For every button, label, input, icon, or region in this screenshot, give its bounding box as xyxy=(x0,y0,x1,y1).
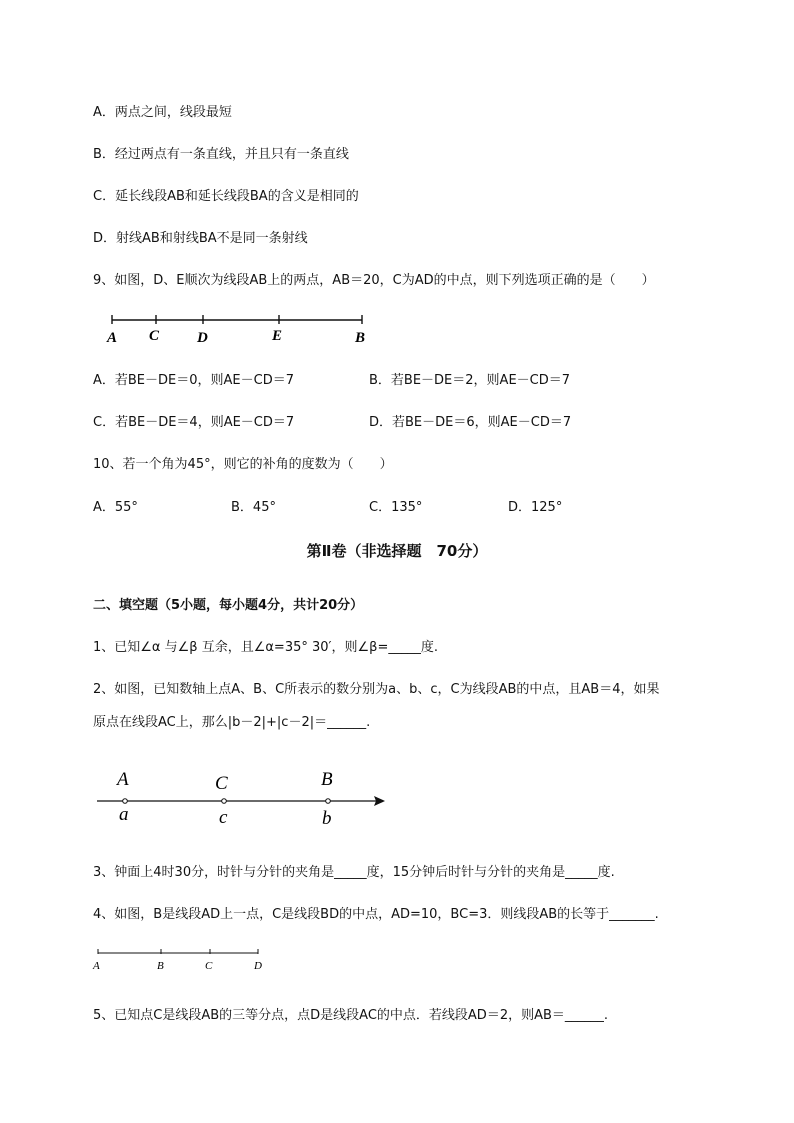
label-a: A xyxy=(107,330,118,346)
q9-stem: 9、如图，D、E顺次为线段AB上的两点，AB＝20，C为AD的中点，则下列选项正确的是（ ） xyxy=(93,273,655,288)
q9-option-c: C．若BE－DE＝4，则AE－CD＝7 xyxy=(93,415,295,430)
lower-label-b: b xyxy=(322,808,332,829)
q9-option-a: A．若BE－DE＝0，则AE－CD＝7 xyxy=(93,373,294,388)
q8-option-b: B．经过两点有一条直线，并且只有一条直线 xyxy=(93,147,349,162)
fill-q2-line2: 原点在线段AC上，那么|b－2|+|c－2|＝______. xyxy=(93,715,371,730)
label-b: B xyxy=(355,330,366,346)
q10-option-b: B．45° xyxy=(231,500,276,515)
q8-option-d: D．射线AB和射线BA不是同一条射线 xyxy=(93,231,308,246)
q10-option-a: A．55° xyxy=(93,500,138,515)
q9-option-b: B．若BE－DE＝2，则AE－CD＝7 xyxy=(369,373,571,388)
q9-segment-figure xyxy=(100,308,380,352)
point-a xyxy=(123,799,128,804)
point-b xyxy=(326,799,331,804)
fill-q1: 1、已知∠α 与∠β 互余，且∠α=35° 30′，则∠β=_____度. xyxy=(93,640,438,655)
label-e: E xyxy=(272,328,283,344)
fill-q5: 5、已知点C是线段AB的三等分点，点D是线段AC的中点．若线段AD＝2，则AB＝______. xyxy=(93,1008,609,1023)
fill-q3: 3、钟面上4时30分，时针与分针的夹角是_____度，15分钟后时针与分针的夹角是_____度. xyxy=(93,865,615,880)
q9-option-d: D．若BE－DE＝6，则AE－CD＝7 xyxy=(369,415,572,430)
label-c: C xyxy=(205,960,213,972)
q10-stem: 10、若一个角为45°，则它的补角的度数为（ ） xyxy=(93,457,393,472)
q8-option-a: A．两点之间，线段最短 xyxy=(93,105,232,120)
label-b: B xyxy=(157,960,164,972)
label-d: D xyxy=(197,330,208,346)
q4-segment-figure xyxy=(92,944,272,974)
label-a: A xyxy=(93,960,100,972)
label-c: C xyxy=(149,328,160,344)
q2-number-line-figure xyxy=(95,765,395,831)
label-d: D xyxy=(254,960,262,972)
lower-label-a: a xyxy=(119,804,129,825)
q10-option-c: C．135° xyxy=(369,500,423,515)
fill-q2-line1: 2、如图，已知数轴上点A、B、C所表示的数分别为a、b、c，C为线段AB的中点，且AB＝4，如果 xyxy=(93,682,660,697)
lower-label-c: c xyxy=(219,807,228,828)
point-c xyxy=(222,799,227,804)
part2-title: 第Ⅱ卷（非选择题 70分） xyxy=(306,542,488,560)
fill-q4: 4、如图，B是线段AD上一点，C是线段BD的中点，AD=10，BC=3．则线段AB的长等于_______. xyxy=(93,907,659,922)
q10-option-d: D．125° xyxy=(508,500,563,515)
upper-label-c: C xyxy=(215,773,228,794)
upper-label-b: B xyxy=(321,769,333,790)
q8-option-c: C．延长线段AB和延长线段BA的含义是相同的 xyxy=(93,189,359,204)
upper-label-a: A xyxy=(117,769,129,790)
section2-heading: 二、填空题（5小题，每小题4分，共计20分） xyxy=(93,598,364,613)
